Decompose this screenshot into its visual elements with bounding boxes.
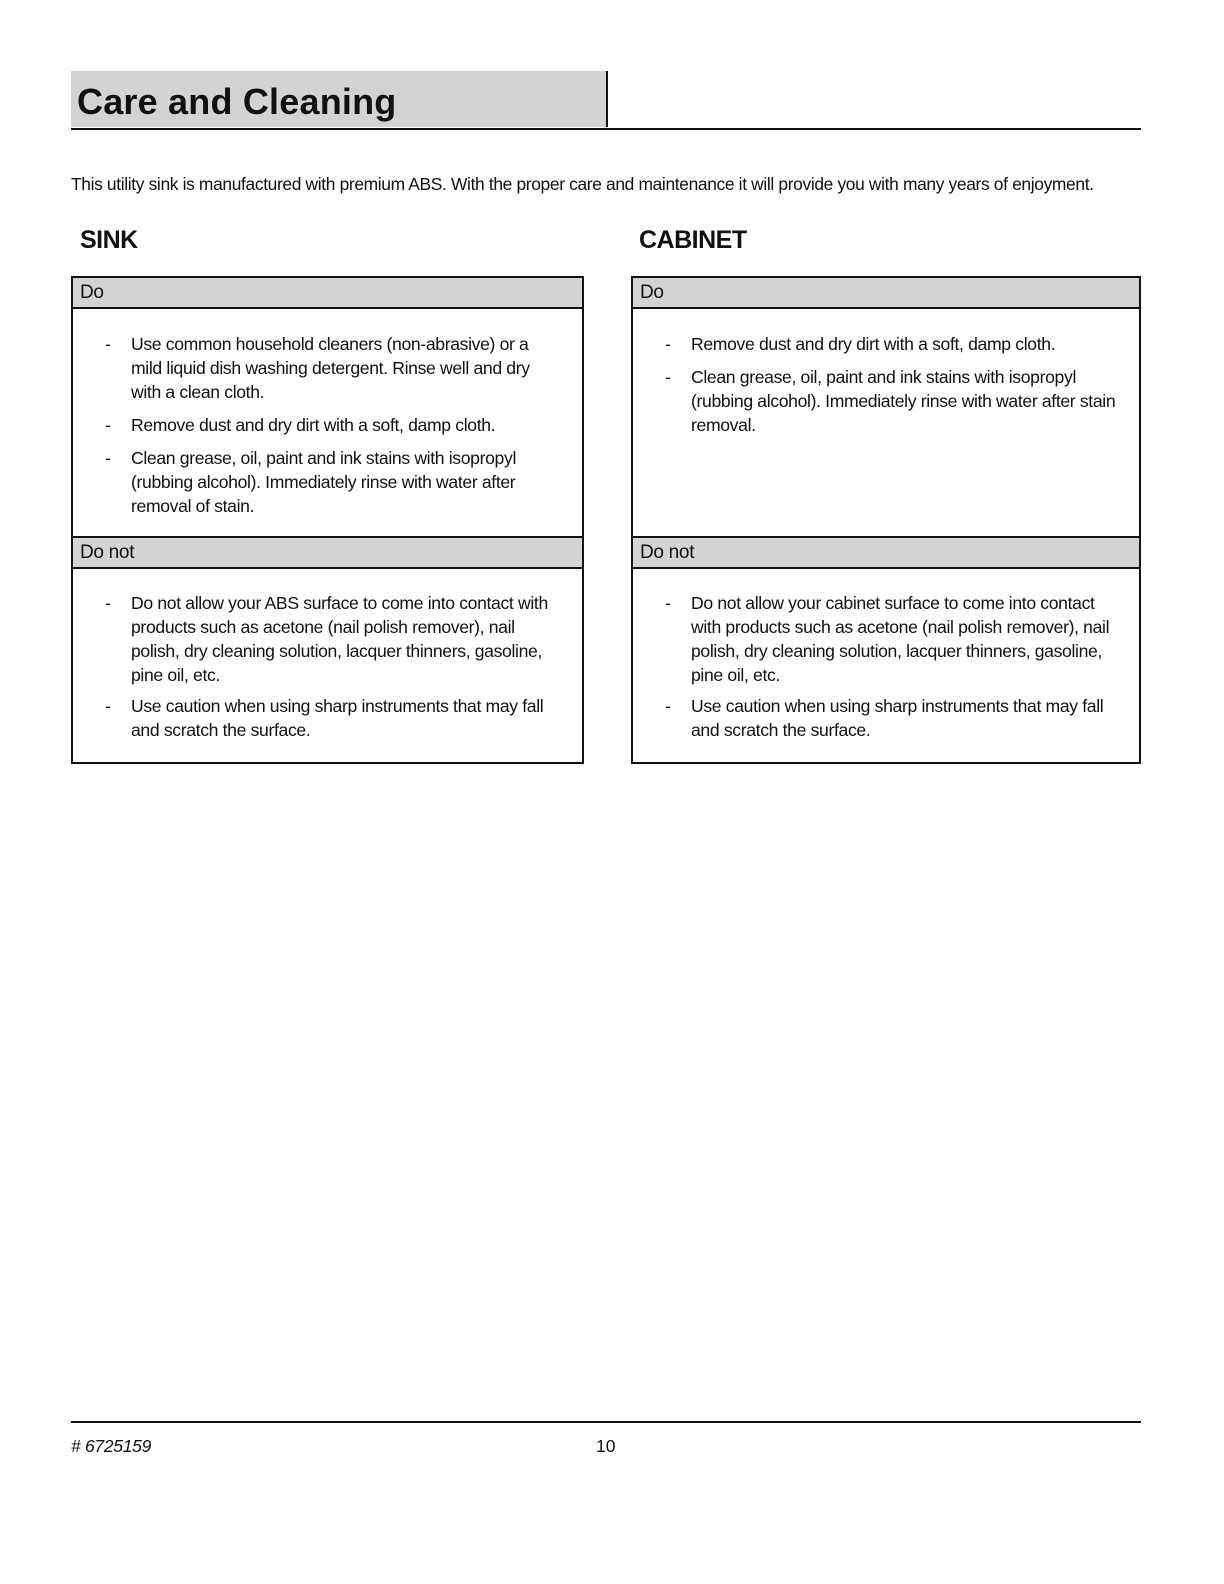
bullet-dash: -	[665, 696, 671, 716]
cabinet-do-list	[633, 332, 1139, 446]
list-item	[73, 694, 582, 742]
bullet-dash: -	[105, 415, 111, 435]
list-item-text: Clean grease, oil, paint and ink stains with isopropyl (rubbing alcohol). Immediately rinse with water after removal of stain.	[131, 448, 517, 516]
list-item-text: Use caution when using sharp instruments that may fall and scratch the surface.	[691, 696, 1104, 740]
list-item	[73, 446, 582, 518]
sink-donot-header: Do not	[73, 536, 582, 569]
sink-do-list	[73, 332, 582, 527]
list-item-text: Use common household cleaners (non-abrasive) or a mild liquid dish washing detergent. Rinse well and dry with a clean cloth.	[131, 334, 530, 402]
section-title-box	[71, 71, 608, 127]
cabinet-donot-header: Do not	[633, 536, 1139, 569]
list-item	[633, 694, 1139, 742]
page-number: 10	[596, 1436, 616, 1456]
sink-do-header: Do	[73, 278, 582, 309]
bullet-dash: -	[105, 334, 111, 354]
cabinet-care-table	[631, 276, 1141, 764]
model-number: # 6725159	[71, 1436, 152, 1456]
cabinet-donot-list	[633, 591, 1139, 749]
intro-paragraph: This utility sink is manufactured with premium ABS. With the proper care and maintenance it will provide you with many years of enjoyment.	[71, 174, 1094, 194]
list-item-text: Do not allow your cabinet surface to come into contact with products such as acetone (nail polish remover), nail polish, dry cleaning solution, lacquer thinners, gasoline, pine oil, etc.	[691, 593, 1110, 685]
list-item	[73, 591, 582, 687]
list-item-text: Remove dust and dry dirt with a soft, damp cloth.	[691, 334, 1056, 354]
cabinet-heading: CABINET	[639, 226, 747, 254]
list-item-text: Clean grease, oil, paint and ink stains with isopropyl (rubbing alcohol). Immediately rinse with water after stain removal.	[691, 367, 1116, 435]
sink-donot-list	[73, 591, 582, 749]
section-header	[71, 71, 1141, 130]
bullet-dash: -	[105, 593, 111, 613]
list-item-text: Do not allow your ABS surface to come into contact with products such as acetone (nail polish remover), nail polish, dry cleaning solution, lacquer thinners, gasoline, pine oil, etc.	[131, 593, 548, 685]
list-item-text: Remove dust and dry dirt with a soft, damp cloth.	[131, 415, 496, 435]
list-item	[73, 413, 582, 437]
bullet-dash: -	[105, 696, 111, 716]
list-item	[633, 332, 1139, 356]
cabinet-do-header: Do	[633, 278, 1139, 309]
list-item	[73, 332, 582, 404]
footer-divider	[71, 1421, 1141, 1423]
list-item	[633, 365, 1139, 437]
page-title: Care and Cleaning	[77, 81, 397, 122]
bullet-dash: -	[665, 334, 671, 354]
bullet-dash: -	[665, 593, 671, 613]
sink-care-table	[71, 276, 584, 764]
sink-heading: SINK	[80, 226, 138, 254]
bullet-dash: -	[665, 367, 671, 387]
list-item-text: Use caution when using sharp instruments that may fall and scratch the surface.	[131, 696, 544, 740]
bullet-dash: -	[105, 448, 111, 468]
list-item	[633, 591, 1139, 687]
